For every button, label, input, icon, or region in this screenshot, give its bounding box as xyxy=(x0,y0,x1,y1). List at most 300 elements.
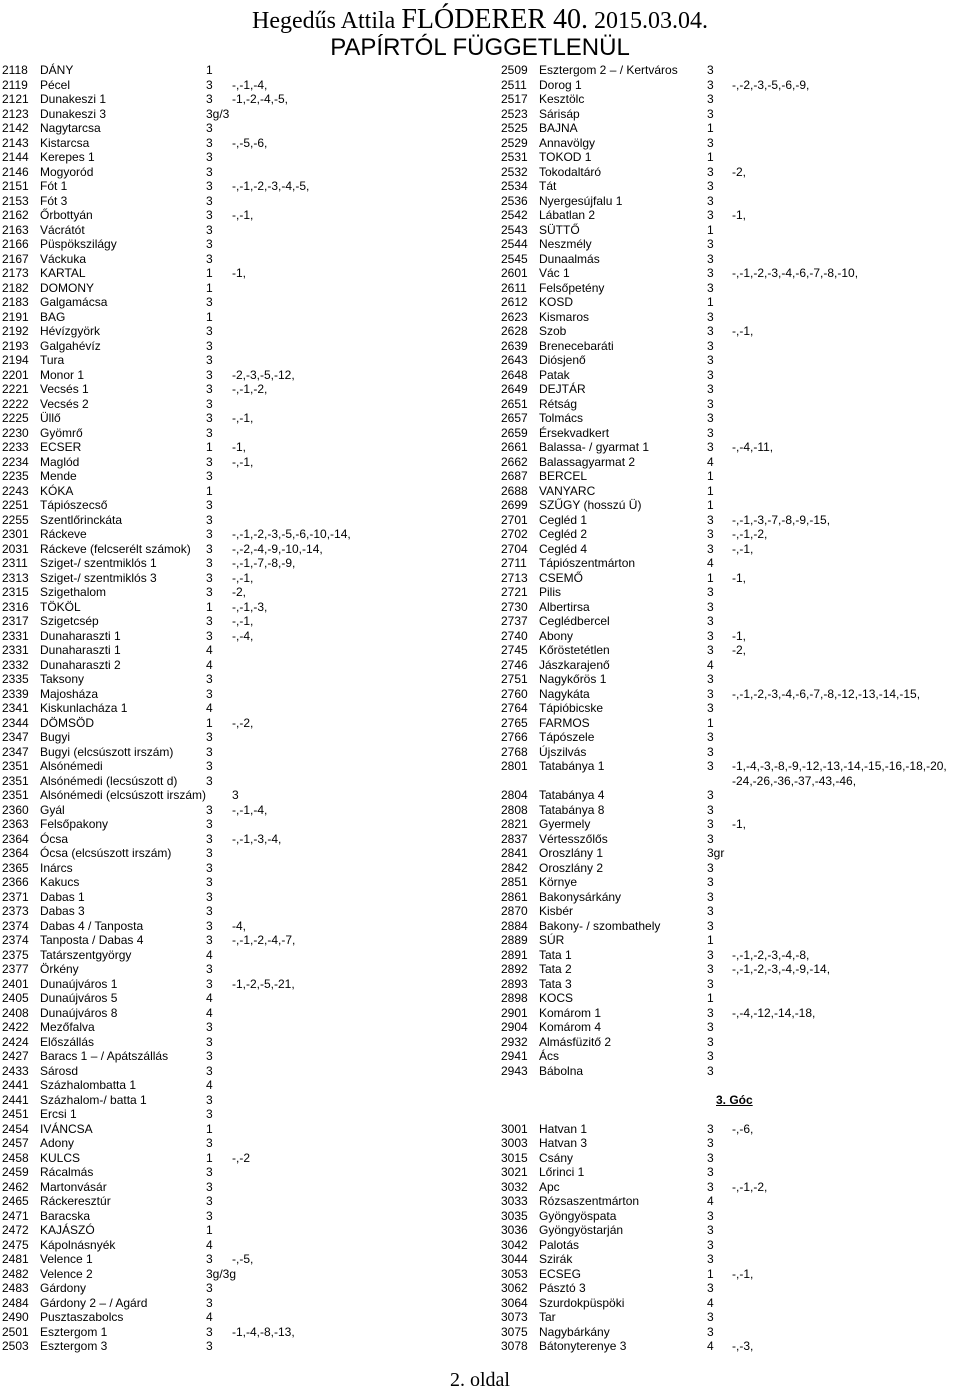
postal-code: 2544 xyxy=(501,237,528,251)
place-name: Komárom 1 xyxy=(539,1005,602,1020)
postal-code: 2315 xyxy=(2,585,29,599)
place-name: Brenecebaráti xyxy=(539,338,614,353)
table-row xyxy=(0,107,480,122)
table-row xyxy=(498,614,960,629)
postal-code: 2898 xyxy=(501,991,528,1005)
extra-codes: -,-5, xyxy=(232,1252,254,1266)
place-name: Ráckeve (felcserélt számok) xyxy=(40,541,191,556)
postal-code: 2943 xyxy=(501,1063,528,1078)
place-name: Tatabánya 4 xyxy=(539,788,605,802)
type-value: 3 xyxy=(707,672,714,686)
postal-code: 2221 xyxy=(2,382,29,396)
type-value: 3 xyxy=(206,295,213,309)
postal-code: 2861 xyxy=(501,889,528,904)
type-value: 3 xyxy=(707,237,714,251)
postal-code: 2408 xyxy=(2,1005,29,1020)
table-row xyxy=(498,861,960,876)
place-name: Őrbottyán xyxy=(40,208,93,222)
extra-codes: -,-1,-3,-7,-8,-9,-15, xyxy=(732,512,831,527)
table-row xyxy=(0,469,480,484)
place-name: Környe xyxy=(539,875,578,889)
type-value: 3 xyxy=(206,237,213,251)
postal-code: 2405 xyxy=(2,991,29,1005)
postal-code: 2335 xyxy=(2,672,29,686)
postal-code: 2194 xyxy=(2,353,29,367)
postal-code: 2851 xyxy=(501,875,528,889)
place-name: Lőrinci 1 xyxy=(539,1165,585,1179)
type-value: 3 xyxy=(206,135,213,150)
type-value: 1 xyxy=(206,280,213,295)
type-value: 3 xyxy=(707,860,714,875)
type-value: 3 xyxy=(206,686,213,701)
postal-code: 2451 xyxy=(2,1107,29,1121)
postal-code: 2351 xyxy=(2,773,29,788)
table-row xyxy=(0,92,480,107)
type-value: 3 xyxy=(707,1165,714,1179)
postal-code: 2543 xyxy=(501,222,528,237)
postal-code: 2313 xyxy=(2,570,29,585)
table-row xyxy=(498,962,960,977)
place-name: Tápószele xyxy=(539,730,595,744)
postal-code: 2534 xyxy=(501,179,528,193)
type-value: 4 xyxy=(707,1339,714,1353)
type-value: 3 xyxy=(707,411,714,425)
table-row xyxy=(0,527,480,542)
postal-code: 2459 xyxy=(2,1165,29,1179)
type-value: 3 xyxy=(707,788,714,802)
type-value: 3 xyxy=(206,802,213,817)
place-name: Galgahévíz xyxy=(40,338,101,353)
place-name: Bugyi (elcsúszott irszám) xyxy=(40,744,174,759)
type-value: 3 xyxy=(707,1034,714,1049)
postal-code: 2332 xyxy=(2,657,29,672)
type-value: 1 xyxy=(707,483,714,498)
place-name: FARMOS xyxy=(539,715,590,730)
postal-code: 2612 xyxy=(501,295,528,309)
place-name: Fót 3 xyxy=(40,193,68,208)
postal-code: 2235 xyxy=(2,469,29,483)
postal-code: 2433 xyxy=(2,1063,29,1078)
extra-codes: -,-1,-4, xyxy=(232,802,268,817)
table-row xyxy=(0,136,480,151)
type-value: 3 xyxy=(707,628,714,643)
table-row xyxy=(498,295,960,310)
postal-code: 2523 xyxy=(501,106,528,121)
place-name: KAJÁSZÓ xyxy=(40,1223,95,1237)
type-value: 3 xyxy=(707,744,714,759)
place-name: Vecsés 1 xyxy=(40,382,89,396)
place-name: Annavölgy xyxy=(539,135,596,150)
type-value: 3 xyxy=(206,556,213,570)
postal-code: 2118 xyxy=(2,63,28,77)
type-value: 1 xyxy=(707,469,714,483)
postal-code: 2721 xyxy=(501,585,528,599)
type-value: 4 xyxy=(707,657,714,672)
table-row xyxy=(498,904,960,919)
type-value: 1 xyxy=(707,150,714,164)
postal-code: 2701 xyxy=(501,512,528,527)
place-name: Esztergom 1 xyxy=(40,1324,108,1339)
header-author: Hegedűs Attila xyxy=(252,8,396,34)
table-row xyxy=(0,223,480,238)
place-name: Vecsés 2 xyxy=(40,396,89,411)
table-row xyxy=(498,846,960,861)
postal-code: 2401 xyxy=(2,976,29,991)
extra-codes: -,-3, xyxy=(732,1339,754,1353)
place-name: Gárdony 2 – / Agárd xyxy=(40,1295,148,1310)
postal-code: 2153 xyxy=(2,193,29,208)
extra-codes: 3 xyxy=(232,788,239,802)
table-row xyxy=(0,368,480,383)
postal-code: 2484 xyxy=(2,1295,29,1310)
type-value: 1 xyxy=(707,222,714,237)
type-value: 3 xyxy=(707,179,714,193)
type-value: 3 xyxy=(707,889,714,904)
postal-code: 2166 xyxy=(2,237,29,251)
table-row xyxy=(498,1310,960,1325)
type-value: 3 xyxy=(707,338,714,353)
postal-code: 2932 xyxy=(501,1034,528,1049)
place-name: Százhalom-/ batta 1 xyxy=(40,1092,147,1107)
type-value: 3 xyxy=(206,324,213,338)
type-value: 3 xyxy=(206,164,213,179)
postal-code: 2737 xyxy=(501,614,528,628)
place-name: Tura xyxy=(40,353,65,367)
table-row xyxy=(0,585,480,600)
extra-codes: -,-1,-3,-4, xyxy=(232,831,282,846)
type-value: 3 xyxy=(206,251,213,266)
place-name: Előszállás xyxy=(40,1034,95,1049)
type-value: 3 xyxy=(206,773,213,788)
place-name: Kistarcsa xyxy=(40,135,90,150)
table-row xyxy=(498,513,960,528)
table-row xyxy=(0,310,480,325)
postal-code: 2341 xyxy=(2,701,29,715)
table-row xyxy=(498,1151,960,1166)
place-name: Diósjenő xyxy=(539,353,586,367)
table-row xyxy=(0,194,480,209)
place-name: Sárosd xyxy=(40,1063,79,1078)
place-name: Nagytarcsa xyxy=(40,121,101,135)
place-name: Neszmély xyxy=(539,237,592,251)
type-value: 3 xyxy=(206,512,213,527)
place-name: Bábolna xyxy=(539,1063,584,1078)
type-value: 3 xyxy=(707,512,714,527)
table-row xyxy=(0,919,480,934)
extra-codes: -,-2, xyxy=(232,715,254,730)
table-row xyxy=(498,687,960,702)
postal-code: 2481 xyxy=(2,1252,29,1266)
type-value: 3 xyxy=(206,150,213,164)
postal-code: 2821 xyxy=(501,817,528,831)
postal-code: 2360 xyxy=(2,802,29,817)
table-row xyxy=(498,1049,960,1064)
postal-code: 2545 xyxy=(501,251,528,266)
table-row xyxy=(498,368,960,383)
postal-code: 2542 xyxy=(501,208,528,222)
type-value: 1 xyxy=(206,599,213,614)
place-name: Ráckeresztúr xyxy=(40,1194,111,1208)
table-row xyxy=(0,1209,480,1224)
place-name: Tápiószentmárton xyxy=(539,556,636,570)
type-value: 3 xyxy=(707,367,714,382)
postal-code: 2301 xyxy=(2,527,29,541)
type-value: 3 xyxy=(206,367,213,382)
table-row xyxy=(498,1296,960,1311)
extra-codes: -,-4,-12,-14,-18, xyxy=(732,1005,816,1020)
place-name: Tatárszentgyörgy xyxy=(40,947,132,962)
type-value: 1 xyxy=(707,295,714,309)
table-row xyxy=(498,208,960,223)
type-value: 3 xyxy=(206,918,213,933)
type-value: 3 xyxy=(206,1020,213,1034)
place-name: Csány xyxy=(539,1150,574,1165)
type-value: 3 xyxy=(206,1165,213,1179)
place-name: Oroszlány 1 xyxy=(539,846,604,860)
postal-code: 2365 xyxy=(2,860,29,875)
table-row xyxy=(0,484,480,499)
table-row xyxy=(0,542,480,557)
table-row xyxy=(0,382,480,397)
place-name: Tar xyxy=(539,1310,556,1324)
table-row xyxy=(0,1165,480,1180)
type-value: 3 xyxy=(206,1208,213,1223)
table-row xyxy=(0,846,480,861)
postal-code: 2704 xyxy=(501,541,528,556)
place-name: BAJNA xyxy=(539,121,578,135)
extra-codes: -,-1, xyxy=(232,570,254,585)
postal-code: 2648 xyxy=(501,367,528,382)
postal-code: 2730 xyxy=(501,599,528,614)
place-name: Püspökszilágy xyxy=(40,237,117,251)
extra-codes: -1,-2,-5,-21, xyxy=(232,976,295,991)
postal-code: 2377 xyxy=(2,962,29,976)
extra-codes: -2, xyxy=(732,643,747,657)
postal-code: 2162 xyxy=(2,208,29,222)
table-row xyxy=(498,875,960,890)
place-name: Nagybárkány xyxy=(539,1324,610,1339)
type-value: 3 xyxy=(707,918,714,933)
type-value: 3 xyxy=(206,425,213,440)
table-row xyxy=(0,440,480,455)
table-row xyxy=(0,629,480,644)
table-row xyxy=(498,194,960,209)
extra-codes: -,-1,-2, xyxy=(232,382,268,396)
postal-code: 2649 xyxy=(501,382,528,396)
table-row xyxy=(0,1339,480,1354)
place-name: Cegléd 1 xyxy=(539,512,588,527)
postal-code: 2643 xyxy=(501,353,528,367)
place-name: Ráckeve xyxy=(40,527,87,541)
place-name: DEJTÁR xyxy=(539,382,586,396)
type-value: 3 xyxy=(707,1121,714,1136)
postal-code: 2713 xyxy=(501,570,528,585)
type-value: 3 xyxy=(707,1150,714,1165)
type-value: 3 xyxy=(206,585,213,599)
extra-codes: -,-2,-3,-5,-6,-9, xyxy=(732,77,810,92)
place-name: Taksony xyxy=(40,672,85,686)
table-row xyxy=(0,455,480,470)
table-row xyxy=(0,962,480,977)
type-value: 3 xyxy=(707,962,714,976)
type-value: 3 xyxy=(707,1005,714,1020)
type-value: 3 xyxy=(206,1194,213,1208)
type-value: 3 xyxy=(707,106,714,121)
type-value: 3 xyxy=(707,817,714,831)
place-name: Abony xyxy=(539,628,574,643)
type-value: 4 xyxy=(206,1237,213,1252)
place-name: Bátonyterenye 3 xyxy=(539,1339,627,1353)
table-row xyxy=(0,411,480,426)
type-value: 3 xyxy=(707,309,714,324)
postal-code: 2233 xyxy=(2,440,29,454)
type-value: 4 xyxy=(707,1194,714,1208)
table-row xyxy=(0,904,480,919)
type-value: 3 xyxy=(707,976,714,991)
place-name: Kerepes 1 xyxy=(40,150,95,164)
type-value: 3 xyxy=(206,121,213,135)
postal-code: 2623 xyxy=(501,309,528,324)
table-row xyxy=(0,745,480,760)
postal-code: 2941 xyxy=(501,1049,528,1063)
place-name: Dorog 1 xyxy=(539,77,582,92)
table-row xyxy=(498,411,960,426)
table-row xyxy=(498,237,960,252)
blank-row xyxy=(498,1078,960,1093)
table-row xyxy=(0,1035,480,1050)
postal-code: 2163 xyxy=(2,222,29,237)
table-row xyxy=(498,542,960,557)
postal-code: 2316 xyxy=(2,599,29,614)
place-name: Pilis xyxy=(539,585,562,599)
postal-code: 2808 xyxy=(501,802,528,817)
postal-code: 2490 xyxy=(2,1310,29,1324)
postal-code: 2745 xyxy=(501,643,528,657)
place-name: Velence 2 xyxy=(40,1266,93,1281)
place-name: Szigetcsép xyxy=(40,614,99,628)
table-row xyxy=(498,527,960,542)
table-row xyxy=(0,281,480,296)
type-value: 3 xyxy=(206,338,213,353)
postal-code: 2659 xyxy=(501,425,528,440)
header-subtitle: PAPÍRTÓL FÜGGETLENÜL xyxy=(330,34,630,61)
extra-codes: -,-1, xyxy=(232,614,254,628)
type-value: 1 xyxy=(707,498,714,512)
postal-code: 3075 xyxy=(501,1324,528,1339)
place-name: TÖKÖL xyxy=(40,599,81,614)
place-name: KÓKA xyxy=(40,483,74,498)
type-value: 3 xyxy=(206,860,213,875)
table-row xyxy=(498,701,960,716)
postal-code: 2764 xyxy=(501,701,528,715)
table-row xyxy=(0,1325,480,1340)
place-name: Gyál xyxy=(40,802,65,817)
table-row xyxy=(0,658,480,673)
place-name: Kisbér xyxy=(539,904,574,918)
place-name: VANYARC xyxy=(539,483,596,498)
postal-code: 2801 xyxy=(501,759,528,773)
postal-code: 2531 xyxy=(501,150,528,164)
place-name: Tatabánya 1 xyxy=(539,759,605,773)
type-value: 3 xyxy=(707,643,714,657)
type-value: 4 xyxy=(206,947,213,962)
place-name: Dunaharaszti 2 xyxy=(40,657,121,672)
postal-code: 2375 xyxy=(2,947,29,962)
postal-code: 2317 xyxy=(2,614,29,628)
type-value: 3 xyxy=(707,440,714,454)
extra-codes: -,-1,-3, xyxy=(232,599,268,614)
postal-code: 2351 xyxy=(2,759,29,773)
place-name: Galgamácsa xyxy=(40,295,108,309)
extra-codes: -1, xyxy=(732,570,747,585)
place-name: DOMONY xyxy=(40,280,94,295)
type-value: 4 xyxy=(707,1295,714,1310)
extra-codes: -1, xyxy=(732,817,747,831)
place-name: Dunakeszi 1 xyxy=(40,92,107,106)
type-value: 3 xyxy=(206,208,213,222)
postal-code: 2746 xyxy=(501,657,528,672)
postal-code: 2351 xyxy=(2,788,29,802)
place-name: BAG xyxy=(40,309,66,324)
postal-code: 2347 xyxy=(2,730,29,744)
table-row xyxy=(0,832,480,847)
postal-code: 2904 xyxy=(501,1020,528,1034)
place-name: Ács xyxy=(539,1049,560,1063)
table-row xyxy=(498,977,960,992)
type-value: 1 xyxy=(206,1223,213,1237)
page-number: 2. oldal xyxy=(450,1369,510,1391)
table-row xyxy=(498,310,960,325)
table-row xyxy=(0,1122,480,1137)
postal-code: 3035 xyxy=(501,1208,528,1223)
table-row xyxy=(498,1325,960,1340)
table-row xyxy=(0,571,480,586)
place-name: CSEMŐ xyxy=(539,570,584,585)
table-row xyxy=(498,1165,960,1180)
table-row xyxy=(0,774,480,789)
type-value: 3 xyxy=(206,889,213,904)
type-value: 1 xyxy=(206,715,213,730)
postal-code: 2901 xyxy=(501,1005,528,1020)
place-name: Üllő xyxy=(40,411,61,425)
type-value: 3 xyxy=(707,382,714,396)
type-value: 3 xyxy=(707,599,714,614)
type-value: 3gr xyxy=(707,846,725,860)
postal-code: 2889 xyxy=(501,933,528,947)
table-row xyxy=(498,78,960,93)
table-row xyxy=(0,324,480,339)
table-row xyxy=(498,1020,960,1035)
postal-code: 2374 xyxy=(2,918,29,933)
extra-codes: -,-1, xyxy=(232,454,254,469)
place-name: Felsőpakony xyxy=(40,817,109,831)
place-name: Érsekvadkert xyxy=(539,425,610,440)
type-value: 3 xyxy=(206,179,213,193)
extra-codes: -,-6, xyxy=(732,1121,754,1136)
place-name: SZŰGY (hosszú Ü) xyxy=(539,498,642,512)
postal-code: 2517 xyxy=(501,92,528,106)
table-row xyxy=(0,817,480,832)
type-value: 3 xyxy=(707,1020,714,1034)
table-row xyxy=(498,92,960,107)
table-row xyxy=(498,455,960,470)
place-name: Patak xyxy=(539,367,570,382)
extra-codes: -,-1,-2,-3,-4,-5, xyxy=(232,179,310,193)
type-value: 3 xyxy=(206,570,213,585)
postal-code: 2766 xyxy=(501,730,528,744)
place-name: Vácrátót xyxy=(40,222,85,237)
postal-code: 2146 xyxy=(2,164,29,179)
